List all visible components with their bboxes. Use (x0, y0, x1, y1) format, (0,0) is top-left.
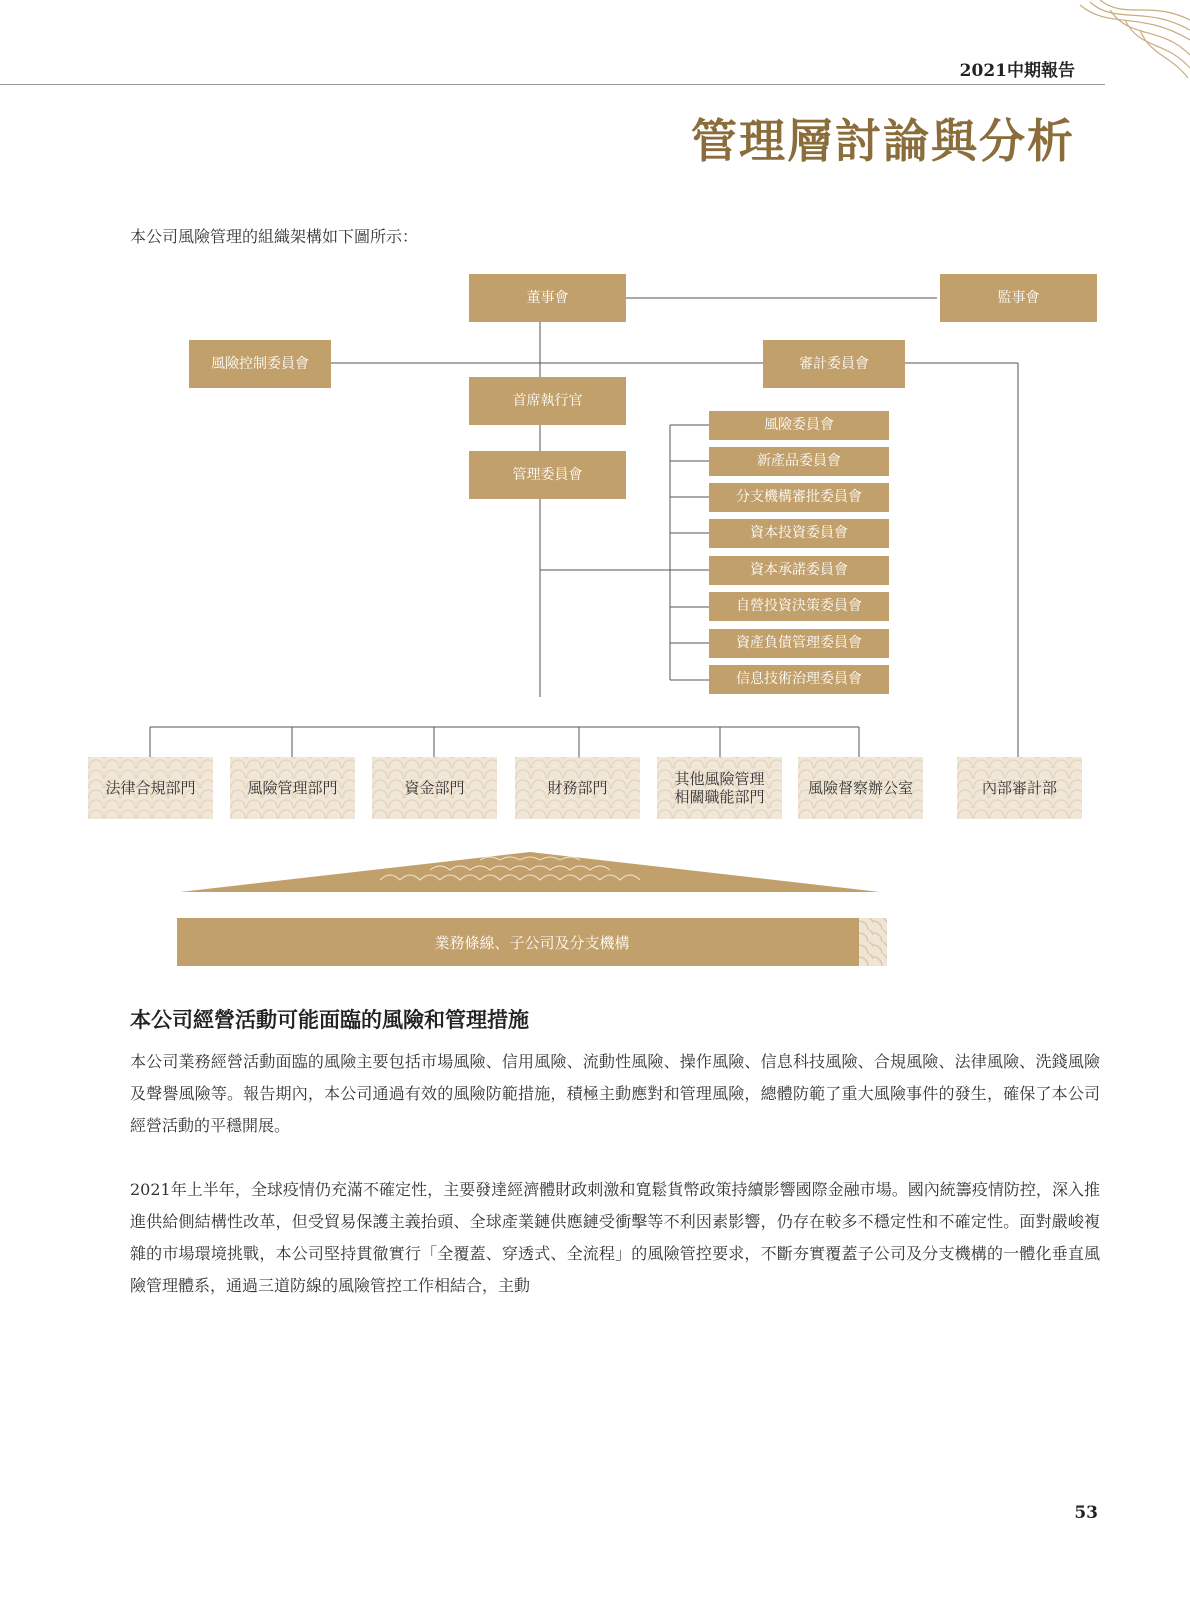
sub-committee-box: 資產負債管理委員會 (709, 629, 889, 658)
risk-control-committee-box: 風險控制委員會 (189, 340, 331, 388)
ceo-box: 首席執行官 (469, 377, 626, 425)
sub-committee-box: 自營投資決策委員會 (709, 592, 889, 621)
page-number: 53 (1074, 1503, 1098, 1523)
sub-committee-box: 新產品委員會 (709, 447, 889, 476)
sub-committee-box: 資本承諾委員會 (709, 556, 889, 585)
page-title: 管理層討論與分析 (691, 114, 1075, 168)
management-committee-box: 管理委員會 (469, 451, 626, 499)
board-box: 董事會 (469, 274, 626, 322)
triangle-base (180, 852, 880, 892)
department-box: 財務部門 (515, 757, 640, 819)
department-box: 法律合規部門 (88, 757, 213, 819)
sub-committee-box: 信息技術治理委員會 (709, 665, 889, 694)
internal-audit-box: 內部審計部 (957, 757, 1082, 819)
department-box: 其他風險管理 相關職能部門 (657, 757, 782, 819)
report-label: 2021中期報告 (959, 61, 1075, 81)
business-line-bar: 業務條線、子公司及分支機構 (177, 918, 887, 966)
base-bar-right-cap (859, 918, 887, 966)
audit-committee-box: 審計委員會 (763, 340, 905, 388)
department-box: 風險管理部門 (230, 757, 355, 819)
department-box: 資金部門 (372, 757, 497, 819)
intro-text: 本公司風險管理的組織架構如下圖所示： (130, 227, 419, 246)
sub-committee-box: 資本投資委員會 (709, 519, 889, 548)
supervisory-board-box: 監事會 (940, 274, 1097, 322)
sub-committee-box: 風險委員會 (709, 411, 889, 440)
department-box: 風險督察辦公室 (798, 757, 923, 819)
paragraph-2: 2021年上半年，全球疫情仍充滿不確定性，主要發達經濟體財政刺激和寬鬆貨幣政策持續影響國際金融市場。國內統籌疫情防控，深入推進供給側結構性改革，但受貿易保護主義抬頭、全球產業鏈供應鏈受衝擊等不利因素影響，仍存在較多不穩定性和不確定性。面對嚴峻複雜的市場環境挑戰，本公司堅持貫徹實行「全覆蓋、穿透式、全流程」的風險管控要求，不斷夯實覆蓋子公司及分支機構的一體化垂直風險管理體系，通過三道防線的風險管控工作相結合，主動 (130, 1180, 1100, 1295)
section-heading: 本公司經營活動可能面臨的風險和管理措施 (130, 1007, 529, 1032)
paragraph-1: 本公司業務經營活動面臨的風險主要包括市場風險、信用風險、流動性風險、操作風險、信息科技風險、合規風險、法律風險、洗錢風險及聲譽風險等。報告期內，本公司通過有效的風險防範措施，積極主動應對和管理風險，總體防範了重大風險事件的發生，確保了本公司經營活動的平穩開展。 (130, 1052, 1100, 1135)
sub-committee-box: 分支機構審批委員會 (709, 483, 889, 512)
